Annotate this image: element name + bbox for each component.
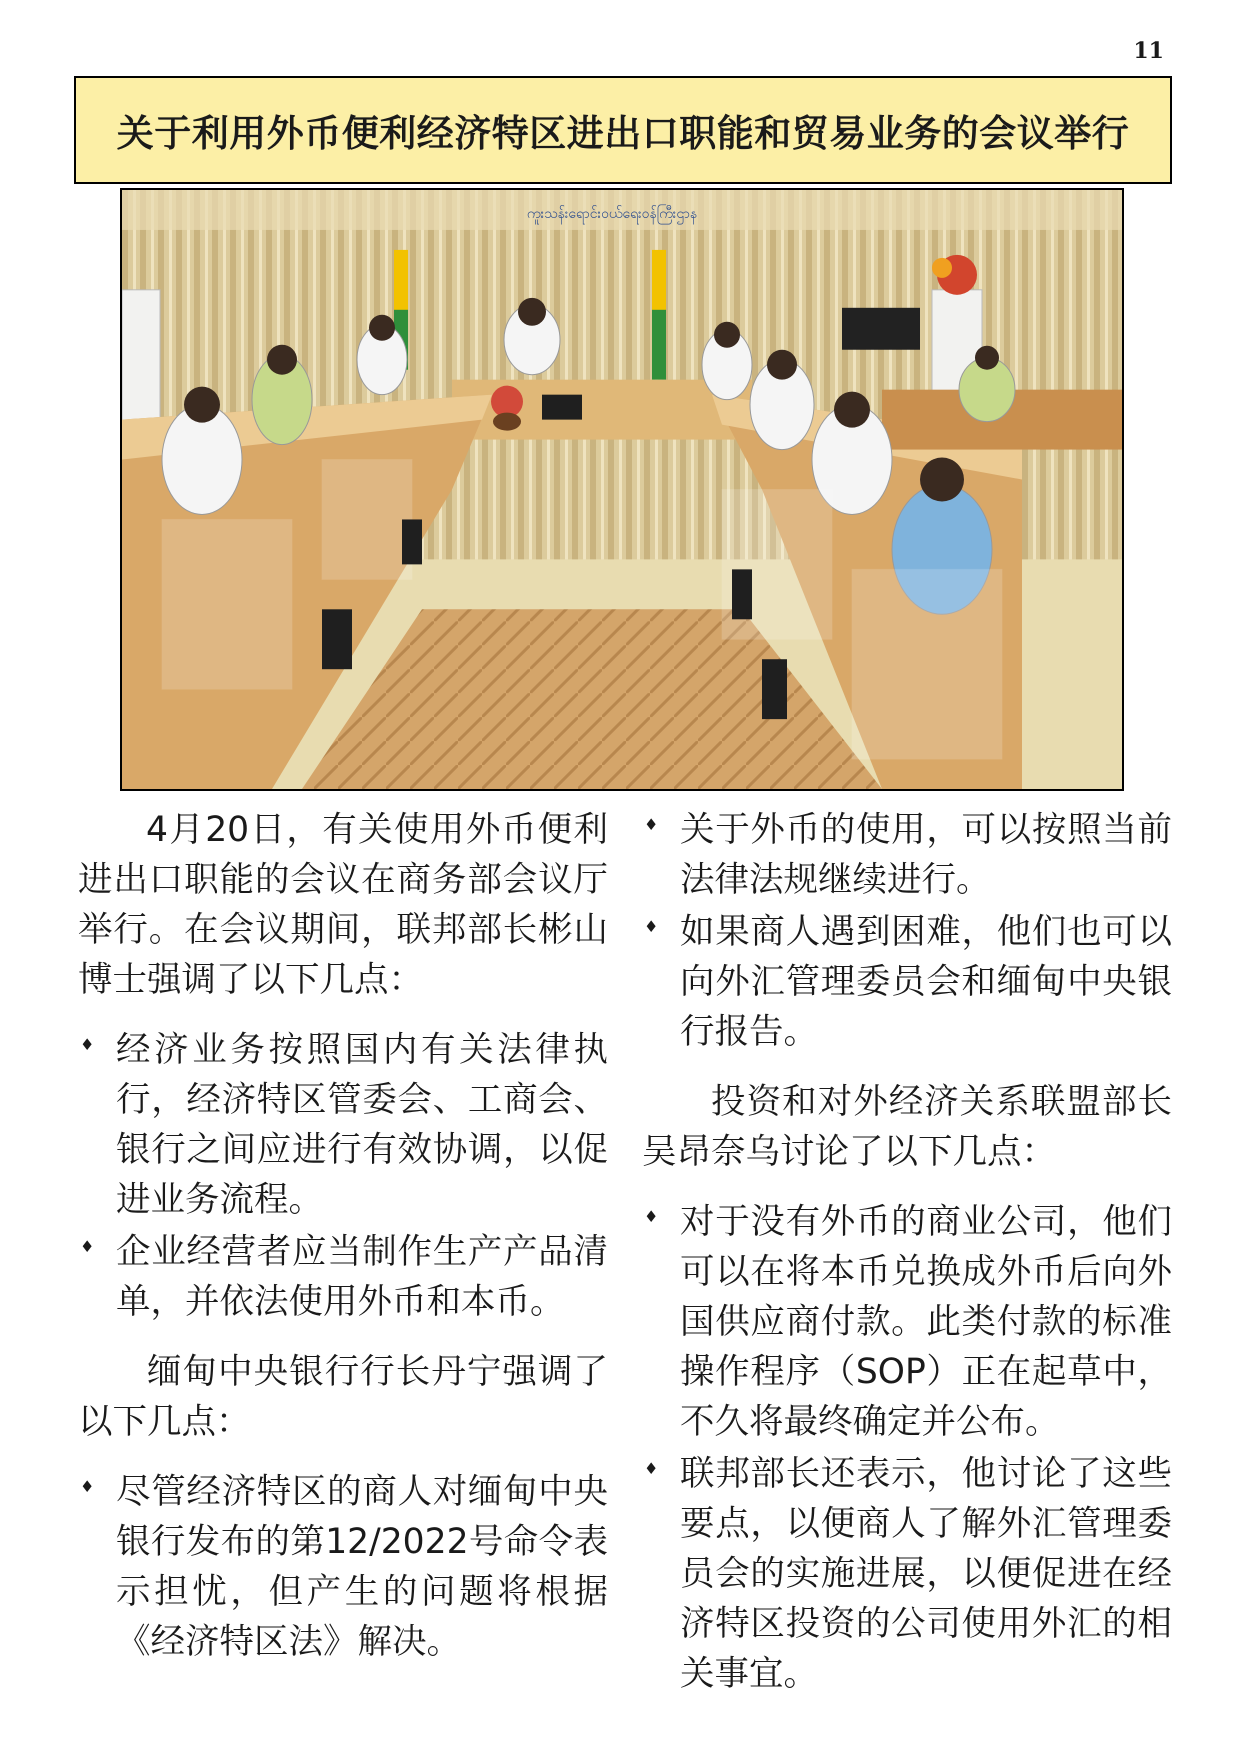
list-item — [642, 805, 1172, 905]
list-item — [642, 907, 1172, 1057]
list-item-text: 联邦部长还表示，他讨论了这些要点，以便商人了解外汇管理委员会的实施进展，以便促进在经济特区投资的公司使用外汇的相关事宜。 — [680, 1454, 1172, 1694]
investment-minister-text: 投资和对外经济关系联盟部长吴昂奈乌讨论了以下几点： — [642, 1082, 1172, 1172]
list-item — [78, 1467, 608, 1667]
governor-points-list-continued — [642, 805, 1172, 1057]
governor-points-list — [78, 1467, 608, 1667]
list-item-text: 如果商人遇到困难，他们也可以向外汇管理委员会和缅甸中央银行报告。 — [680, 912, 1172, 1052]
governor-paragraph — [78, 1347, 608, 1447]
meeting-photo-illustration — [122, 190, 1122, 789]
investment-minister-paragraph — [642, 1077, 1172, 1177]
right-column — [642, 805, 1172, 1719]
list-item — [642, 1197, 1172, 1447]
governor-text: 缅甸中央银行行长丹宁强调了以下几点： — [78, 1352, 608, 1442]
intro-paragraph — [78, 805, 608, 1005]
diamond-bullet-icon: ♦ — [644, 917, 659, 936]
diamond-bullet-icon: ♦ — [644, 1207, 659, 1226]
title-box — [74, 76, 1172, 184]
diamond-bullet-icon: ♦ — [644, 815, 659, 834]
diamond-bullet-icon: ♦ — [80, 1237, 95, 1256]
diamond-bullet-icon: ♦ — [80, 1035, 95, 1054]
meeting-photo — [120, 188, 1124, 791]
list-item-text: 尽管经济特区的商人对缅甸中央银行发布的第12/2022号命令表示担忧，但产生的问题将根据《经济特区法》解决。 — [116, 1472, 608, 1662]
list-item-text: 关于外币的使用，可以按照当前法律法规继续进行。 — [680, 810, 1172, 900]
investment-points-list — [642, 1197, 1172, 1699]
intro-text: 4月20日，有关使用外币便利进出口职能的会议在商务部会议厅举行。在会议期间，联邦部长彬山博士强调了以下几点： — [78, 810, 608, 1000]
list-item — [78, 1227, 608, 1327]
list-item-text: 对于没有外币的商业公司，他们可以在将本币兑换成外币后向外国供应商付款。此类付款的标准操作程序（SOP）正在起草中，不久将最终确定并公布。 — [680, 1202, 1172, 1442]
diamond-bullet-icon: ♦ — [644, 1459, 659, 1478]
wall-banner: ကူးသန်းရောင်းဝယ်ရေးဝန်ကြီးဌာန — [526, 205, 698, 222]
list-item-text: 经济业务按照国内有关法律执行，经济特区管委会、工商会、银行之间应进行有效协调，以促进业务流程。 — [116, 1030, 608, 1220]
page-title: 关于利用外币便利经济特区进出口职能和贸易业务的会议举行 — [116, 112, 1130, 155]
list-item-text: 企业经营者应当制作生产产品清单，并依法使用外币和本币。 — [116, 1232, 608, 1322]
list-item — [642, 1449, 1172, 1699]
list-item — [78, 1025, 608, 1225]
minister-points-list — [78, 1025, 608, 1327]
left-column — [78, 805, 608, 1687]
diamond-bullet-icon: ♦ — [80, 1477, 95, 1496]
page-number: 11 — [1133, 38, 1164, 64]
